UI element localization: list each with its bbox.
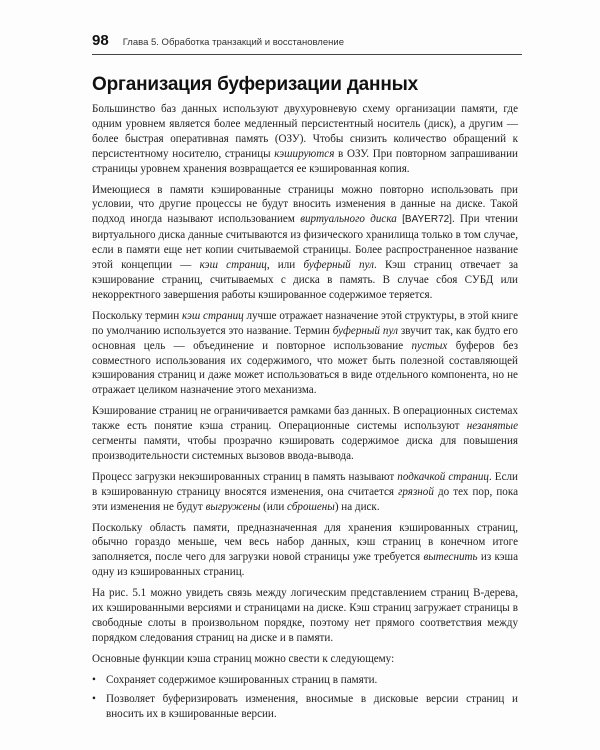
list-item-text: Сохраняет содержимое кэшированных страниц в памяти. [106,673,378,686]
text-run: Поскольку область памяти, предназначенная для хранения кэшированных страниц, обычно гораздо меньше, чем весь набор данных, кэш страниц в конечном итоге заполняется, после чего для загрузки новой страницы уже требуется [92,521,518,564]
emphasis-term: виртуального диска [300,213,397,226]
list-item-text: Позволяет буферизировать изменения, вносимые в дисковые версии страниц и вносить их в кэшированные версии. [106,692,518,720]
running-header [92,32,522,52]
text-run: в ОЗУ. При повторном запрашивании страницы уровнем хранения возвращается ее кэшированная копия. [92,147,518,175]
emphasis-term: сброшены [287,500,335,513]
text-run: лучше отражает назначение этой структуры, в этой книге по умолчанию используется это название. Термин [92,309,519,337]
paragraph [92,586,518,646]
text-run: , или [266,259,304,272]
list-item [92,692,518,722]
text-run: из кэша одну из кэшированных страниц. [92,551,518,579]
paragraph [92,470,518,515]
text-run: Имеющиеся в памяти кэшированные страницы можно повторно использовать при условии, что другие процессы не будут вносить изменения в данные на диске. Такой подход иногда называют использованием [92,183,518,226]
bullet-icon: • [92,673,96,686]
paragraph [92,652,518,667]
text-run: . Кэш страниц отвечает за кэширование страниц, считываемых с диска в память. В случае сбоя СУБД или некорректного завершения работы кэшированное содержимое теряется. [92,259,519,301]
header-rule [92,54,522,55]
text-run: ) на диск. [334,500,380,513]
text-run: Кэширование страниц не ограничивается рамками баз данных. В операционных системах также есть понятие кэша страниц. Операционные системы используют [92,405,518,433]
page-body [92,74,518,725]
emphasis-term: подкачкой страниц [397,470,489,483]
text-run: На рис. 5.1 можно увидеть связь между логическим представлением страниц B-дерева, их кэшированными версиями и страницами на диске. Кэш страниц загружает страницы в свободные слоты в произвольном порядке, поэтому нет прямого соответствия между порядком следования страниц на диске и в памяти. [92,587,518,644]
text-run: до тех пор, пока эти изменения не будут [92,485,518,513]
text-run: (или [260,500,288,513]
section-heading: Организация буферизации данных [92,74,418,95]
text-run: Основные функции кэша страниц можно свести к следующему: [92,652,395,665]
emphasis-term: буферный пул [303,259,374,272]
text-run: Поскольку термин [92,309,182,322]
page-number: 98 [92,32,109,49]
text-run: . Если в кэшированную страницу вносятся изменения, она считается [92,470,518,498]
paragraph [92,183,518,303]
bullet-list [92,673,518,722]
paragraph [92,309,518,398]
paragraph [92,102,518,177]
paragraphs [92,102,518,667]
text-run: сегменты памяти, чтобы прозрачно кэшировать содержимое диска для повышения производительности системных вызовов ввода-вывода. [92,435,518,462]
list-item [92,673,518,688]
text-run: . При чтении виртуального диска данные считываются из физического хранилища только в том случае, если в памяти еще нет копии считываемой страницы. Более распространенное название этой концепции — [92,213,518,272]
text-run: Большинство баз данных используют двухуровневую схему организации памяти, где одним уровнем является более медленный персистентный носитель (диск), а другим — более быстрая оперативная память (ОЗУ). Чтобы снизить количество обращений к персистентному носителю, страницы [92,103,518,160]
emphasis-term: незанятые [466,420,518,433]
text-run: Процесс загрузки некэшированных страниц в память называют [92,470,398,483]
paragraph [92,521,518,581]
citation: [BAYER72] [402,214,452,226]
chapter-title: Глава 5. Обработка транзакций и восстановление [122,37,344,48]
emphasis-term: кэш страниц [199,259,267,272]
emphasis-term: грязной [398,485,434,498]
emphasis-term: пустых [411,339,448,352]
text-run: буферов без совместного использования их содержимого, что может быть полезной составляющей кэширования страниц и даже может использоваться в виде отдельного компонента, но не отражает целиком назначение этого механизма. [92,339,518,397]
emphasis-term: кэшируются [274,147,335,160]
emphasis-term: буферный пул [332,324,398,337]
paragraph [92,404,518,464]
text-run: звучит так, как будто его основная цель — объединение и повторное использование [92,324,518,352]
emphasis-term: вытеснить [423,551,478,564]
emphasis-term: выгружены [205,500,261,513]
emphasis-term: кэш страниц [181,309,244,322]
bullet-icon: • [92,692,96,705]
